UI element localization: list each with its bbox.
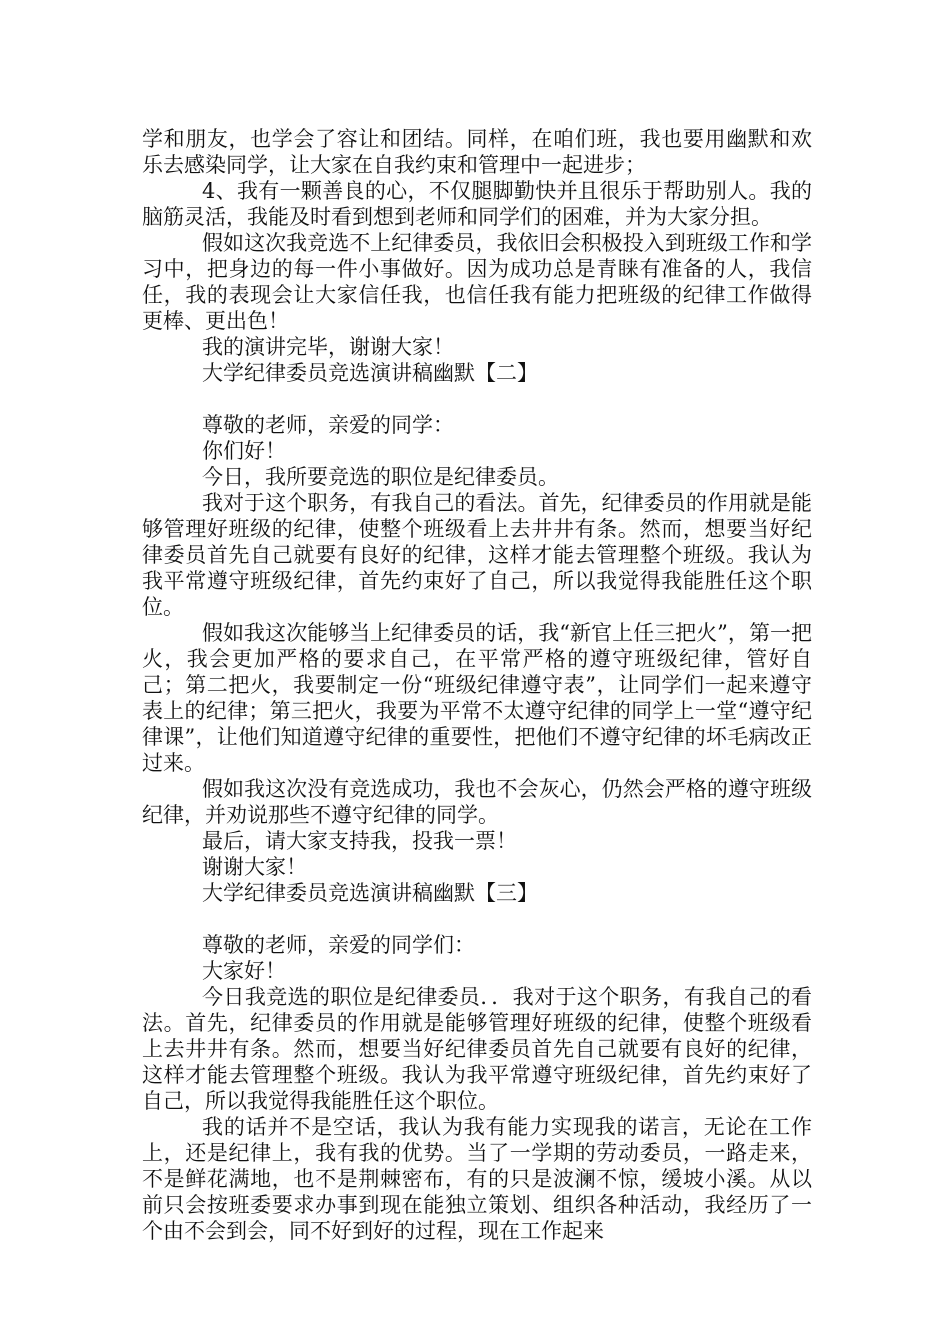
closing-line: 我的演讲完毕，谢谢大家！	[202, 335, 454, 359]
paragraph: 假如我这次能够当上纪律委员的话，我“新官上任三把火”，第一把火，我会更加严格的要求自己，在平常严格的遵守班级纪律，管好自己；第二把火，我要制定一份“班级纪律遵守表”，让同学们一起来遵守表上的纪律；第三把火，我要为平常不太遵守纪律的同学上一堂“遵守纪律课”，让他们知道遵守纪律的重要性，把他们不遵守纪律的坏毛病改正过来。	[142, 621, 812, 775]
paragraph: 我的话并不是空话，我认为我有能力实现我的诺言，无论在工作上，还是纪律上，我有我的优势。当了一学期的劳动委员，一路走来，不是鲜花满地，也不是荆棘密布，有的只是波澜不惊，缓坡小溪。从以前只会按班委要求办事到现在能独立策划、组织各种活动，我经历了一个由不会到会，同不好到好的过程，现在工作起来	[142, 1115, 812, 1243]
blank-line	[142, 386, 812, 412]
section-heading: 大学纪律委员竞选演讲稿幽默【三】	[202, 881, 538, 905]
blank-line	[142, 906, 812, 932]
section-heading: 大学纪律委员竞选演讲稿幽默【二】	[202, 361, 538, 385]
paragraph: 今日，我所要竞选的职位是纪律委员。	[202, 465, 559, 489]
greeting: 大家好！	[202, 959, 286, 983]
paragraph: 今日我竞选的职位是纪律委员．．我对于这个职务，有我自己的看法。首先，纪律委员的作用就是能够管理好班级的纪律，使整个班级看上去井井有条。然而，想要当好纪律委员首先自己就要有良好的纪律，这样才能去管理整个班级。我认为我平常遵守班级纪律，首先约束好了自己，所以我觉得我能胜任这个职位。	[142, 985, 812, 1113]
paragraph: 学和朋友，也学会了容让和团结。同样，在咱们班，我也要用幽默和欢乐去感染同学，让大家在自我约束和管理中一起进步；	[142, 127, 812, 177]
paragraph: 最后，请大家支持我，投我一票！	[202, 829, 517, 853]
paragraph: 4、我有一颗善良的心，不仅腿脚勤快并且很乐于帮助别人。我的脑筋灵活，我能及时看到想到老师和同学们的困难，并为大家分担。	[142, 179, 812, 229]
greeting: 你们好！	[202, 439, 286, 463]
document-body	[142, 126, 812, 1244]
salutation: 尊敬的老师，亲爱的同学：	[202, 413, 454, 437]
paragraph: 我对于这个职务，有我自己的看法。首先，纪律委员的作用就是能够管理好班级的纪律，使整个班级看上去井井有条。然而，想要当好纪律委员首先自己就要有良好的纪律，这样才能去管理整个班级。我认为我平常遵守班级纪律，首先约束好了自己，所以我觉得我能胜任这个职位。	[142, 491, 812, 619]
closing-line: 谢谢大家！	[202, 855, 307, 879]
paragraph: 假如这次我竞选不上纪律委员，我依旧会积极投入到班级工作和学习中，把身边的每一件小事做好。因为成功总是青睐有准备的人，我信任，我的表现会让大家信任我，也信任我有能力把班级的纪律工作做得更棒、更出色！	[142, 231, 812, 333]
salutation: 尊敬的老师，亲爱的同学们：	[202, 933, 475, 957]
paragraph: 假如我这次没有竞选成功，我也不会灰心，仍然会严格的遵守班级纪律，并劝说那些不遵守纪律的同学。	[142, 777, 812, 827]
